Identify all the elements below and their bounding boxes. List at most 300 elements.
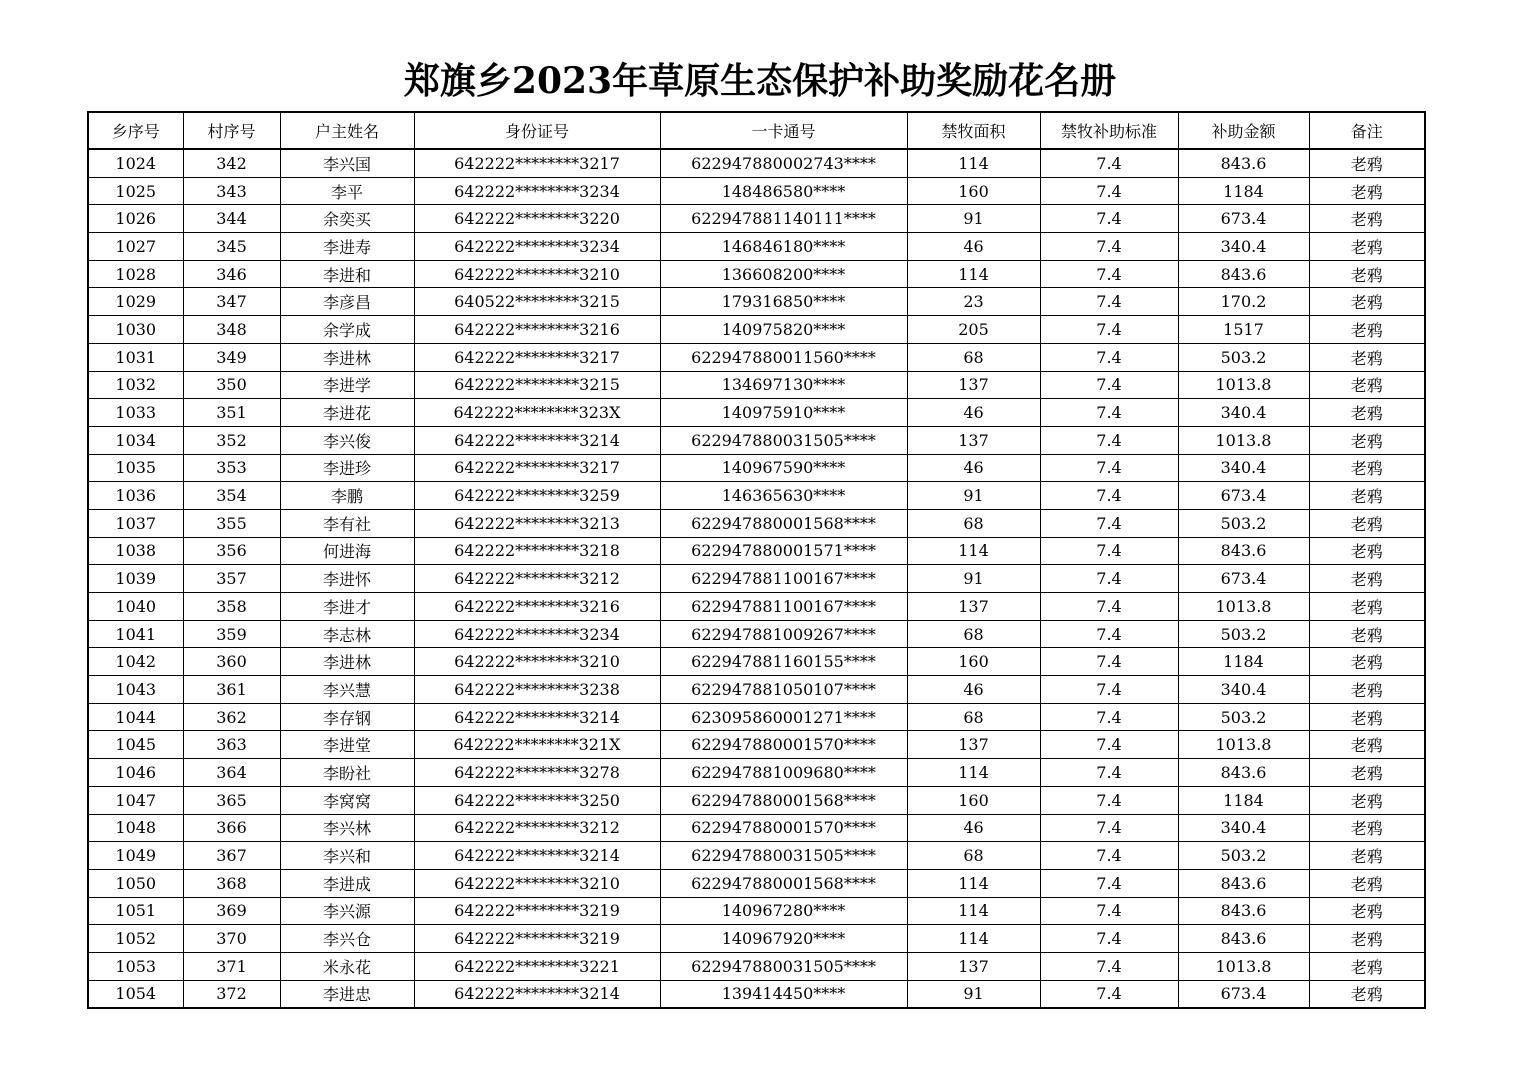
card-number-cell: 134697130**** — [660, 371, 907, 399]
householder-name-cell: 李鹏 — [280, 482, 414, 510]
township-seq-cell: 1031 — [88, 343, 183, 371]
grazing-ban-area-cell: 68 — [907, 842, 1040, 870]
subsidy-standard-cell: 7.4 — [1040, 149, 1178, 177]
village-seq-cell: 345 — [183, 233, 280, 261]
village-seq-cell: 349 — [183, 343, 280, 371]
subsidy-amount-cell: 503.2 — [1178, 842, 1309, 870]
householder-name-cell: 李盼社 — [280, 759, 414, 787]
subsidy-amount-cell: 503.2 — [1178, 509, 1309, 537]
grazing-ban-area-cell: 91 — [907, 205, 1040, 233]
subsidy-amount-cell: 1013.8 — [1178, 952, 1309, 980]
id-number-cell: 642222********3214 — [414, 703, 660, 731]
householder-name-cell: 李进学 — [280, 371, 414, 399]
township-seq-cell: 1038 — [88, 537, 183, 565]
grazing-ban-area-cell: 46 — [907, 676, 1040, 704]
subsidy-standard-cell: 7.4 — [1040, 952, 1178, 980]
township-seq-cell: 1053 — [88, 952, 183, 980]
table-row — [88, 731, 1425, 759]
card-number-cell: 622947880002743**** — [660, 149, 907, 177]
id-number-cell: 642222********3220 — [414, 205, 660, 233]
village-seq-cell: 363 — [183, 731, 280, 759]
remarks-cell: 老鸦 — [1309, 343, 1425, 371]
table-row — [88, 316, 1425, 344]
id-number-cell: 642222********3234 — [414, 177, 660, 205]
grazing-ban-area-cell: 68 — [907, 343, 1040, 371]
village-seq-cell: 348 — [183, 316, 280, 344]
township-seq-cell: 1046 — [88, 759, 183, 787]
table-row — [88, 648, 1425, 676]
subsidy-standard-cell: 7.4 — [1040, 454, 1178, 482]
grazing-ban-area-cell: 137 — [907, 731, 1040, 759]
document-title: 郑旗乡2023年草原生态保护补助奖励花名册 — [403, 60, 1117, 102]
id-number-cell: 642222********3214 — [414, 980, 660, 1008]
township-seq-cell: 1039 — [88, 565, 183, 593]
card-number-cell: 148486580**** — [660, 177, 907, 205]
subsidy-standard-cell: 7.4 — [1040, 482, 1178, 510]
township-seq-cell: 1050 — [88, 869, 183, 897]
id-number-cell: 642222********3218 — [414, 537, 660, 565]
header-village-seq: 村序号 — [183, 112, 280, 149]
subsidy-amount-cell: 503.2 — [1178, 620, 1309, 648]
id-number-cell: 642222********3213 — [414, 509, 660, 537]
card-number-cell: 622947880031505**** — [660, 426, 907, 454]
village-seq-cell: 365 — [183, 786, 280, 814]
subsidy-standard-cell: 7.4 — [1040, 703, 1178, 731]
remarks-cell: 老鸦 — [1309, 676, 1425, 704]
id-number-cell: 642222********3214 — [414, 426, 660, 454]
village-seq-cell: 362 — [183, 703, 280, 731]
card-number-cell: 140967920**** — [660, 925, 907, 953]
subsidy-amount-cell: 673.4 — [1178, 565, 1309, 593]
grazing-ban-area-cell: 160 — [907, 786, 1040, 814]
township-seq-cell: 1026 — [88, 205, 183, 233]
table-row — [88, 565, 1425, 593]
subsidy-standard-cell: 7.4 — [1040, 759, 1178, 787]
householder-name-cell: 余学成 — [280, 316, 414, 344]
householder-name-cell: 李进堂 — [280, 731, 414, 759]
table-row — [88, 399, 1425, 427]
remarks-cell: 老鸦 — [1309, 620, 1425, 648]
grazing-ban-area-cell: 114 — [907, 149, 1040, 177]
table-row — [88, 897, 1425, 925]
card-number-cell: 622947880001571**** — [660, 537, 907, 565]
remarks-cell: 老鸦 — [1309, 869, 1425, 897]
householder-name-cell: 李进珍 — [280, 454, 414, 482]
township-seq-cell: 1047 — [88, 786, 183, 814]
id-number-cell: 642222********3250 — [414, 786, 660, 814]
householder-name-cell: 李兴和 — [280, 842, 414, 870]
card-number-cell: 140975820**** — [660, 316, 907, 344]
subsidy-standard-cell: 7.4 — [1040, 288, 1178, 316]
subsidy-standard-cell: 7.4 — [1040, 842, 1178, 870]
subsidy-standard-cell: 7.4 — [1040, 648, 1178, 676]
table-row — [88, 426, 1425, 454]
id-number-cell: 642222********3217 — [414, 149, 660, 177]
card-number-cell: 146846180**** — [660, 233, 907, 261]
header-subsidy-amount: 补助金额 — [1178, 112, 1309, 149]
card-number-cell: 622947880001570**** — [660, 814, 907, 842]
header-subsidy-standard: 禁牧补助标准 — [1040, 112, 1178, 149]
table-row — [88, 925, 1425, 953]
subsidy-standard-cell: 7.4 — [1040, 593, 1178, 621]
subsidy-amount-cell: 170.2 — [1178, 288, 1309, 316]
roster-table — [87, 111, 1426, 1009]
subsidy-amount-cell: 1184 — [1178, 648, 1309, 676]
village-seq-cell: 343 — [183, 177, 280, 205]
grazing-ban-area-cell: 46 — [907, 814, 1040, 842]
subsidy-standard-cell: 7.4 — [1040, 177, 1178, 205]
village-seq-cell: 357 — [183, 565, 280, 593]
township-seq-cell: 1033 — [88, 399, 183, 427]
header-township-seq: 乡序号 — [88, 112, 183, 149]
subsidy-standard-cell: 7.4 — [1040, 676, 1178, 704]
village-seq-cell: 342 — [183, 149, 280, 177]
township-seq-cell: 1045 — [88, 731, 183, 759]
grazing-ban-area-cell: 114 — [907, 869, 1040, 897]
township-seq-cell: 1037 — [88, 509, 183, 537]
remarks-cell: 老鸦 — [1309, 980, 1425, 1008]
subsidy-amount-cell: 340.4 — [1178, 814, 1309, 842]
subsidy-standard-cell: 7.4 — [1040, 814, 1178, 842]
subsidy-standard-cell: 7.4 — [1040, 980, 1178, 1008]
subsidy-amount-cell: 503.2 — [1178, 703, 1309, 731]
table-row — [88, 842, 1425, 870]
remarks-cell: 老鸦 — [1309, 731, 1425, 759]
householder-name-cell: 李进忠 — [280, 980, 414, 1008]
remarks-cell: 老鸦 — [1309, 509, 1425, 537]
township-seq-cell: 1040 — [88, 593, 183, 621]
householder-name-cell: 李进怀 — [280, 565, 414, 593]
grazing-ban-area-cell: 137 — [907, 593, 1040, 621]
grazing-ban-area-cell: 114 — [907, 759, 1040, 787]
subsidy-standard-cell: 7.4 — [1040, 869, 1178, 897]
township-seq-cell: 1027 — [88, 233, 183, 261]
remarks-cell: 老鸦 — [1309, 759, 1425, 787]
table-row — [88, 759, 1425, 787]
householder-name-cell: 李进和 — [280, 260, 414, 288]
card-number-cell: 622947881160155**** — [660, 648, 907, 676]
grazing-ban-area-cell: 91 — [907, 482, 1040, 510]
card-number-cell: 622947880001568**** — [660, 869, 907, 897]
village-seq-cell: 356 — [183, 537, 280, 565]
subsidy-standard-cell: 7.4 — [1040, 537, 1178, 565]
township-seq-cell: 1052 — [88, 925, 183, 953]
householder-name-cell: 李志林 — [280, 620, 414, 648]
township-seq-cell: 1054 — [88, 980, 183, 1008]
remarks-cell: 老鸦 — [1309, 925, 1425, 953]
remarks-cell: 老鸦 — [1309, 371, 1425, 399]
township-seq-cell: 1043 — [88, 676, 183, 704]
grazing-ban-area-cell: 205 — [907, 316, 1040, 344]
table-row — [88, 537, 1425, 565]
card-number-cell: 146365630**** — [660, 482, 907, 510]
subsidy-standard-cell: 7.4 — [1040, 509, 1178, 537]
subsidy-standard-cell: 7.4 — [1040, 897, 1178, 925]
card-number-cell: 622947881100167**** — [660, 593, 907, 621]
subsidy-standard-cell: 7.4 — [1040, 316, 1178, 344]
header-grazing-ban-area: 禁牧面积 — [907, 112, 1040, 149]
table-row — [88, 371, 1425, 399]
id-number-cell: 642222********3221 — [414, 952, 660, 980]
township-seq-cell: 1024 — [88, 149, 183, 177]
id-number-cell: 642222********3210 — [414, 260, 660, 288]
householder-name-cell: 李彦昌 — [280, 288, 414, 316]
village-seq-cell: 360 — [183, 648, 280, 676]
township-seq-cell: 1025 — [88, 177, 183, 205]
table-row — [88, 343, 1425, 371]
remarks-cell: 老鸦 — [1309, 565, 1425, 593]
grazing-ban-area-cell: 137 — [907, 371, 1040, 399]
householder-name-cell: 李兴俊 — [280, 426, 414, 454]
village-seq-cell: 354 — [183, 482, 280, 510]
township-seq-cell: 1028 — [88, 260, 183, 288]
id-number-cell: 642222********3278 — [414, 759, 660, 787]
subsidy-amount-cell: 340.4 — [1178, 233, 1309, 261]
card-number-cell: 622947881100167**** — [660, 565, 907, 593]
table-row — [88, 205, 1425, 233]
subsidy-amount-cell: 340.4 — [1178, 676, 1309, 704]
subsidy-amount-cell: 1013.8 — [1178, 426, 1309, 454]
id-number-cell: 642222********3219 — [414, 897, 660, 925]
card-number-cell: 622947881050107**** — [660, 676, 907, 704]
township-seq-cell: 1044 — [88, 703, 183, 731]
householder-name-cell: 李进成 — [280, 869, 414, 897]
township-seq-cell: 1049 — [88, 842, 183, 870]
remarks-cell: 老鸦 — [1309, 288, 1425, 316]
grazing-ban-area-cell: 68 — [907, 620, 1040, 648]
subsidy-amount-cell: 1013.8 — [1178, 593, 1309, 621]
table-row — [88, 814, 1425, 842]
card-number-cell: 622947880001568**** — [660, 509, 907, 537]
township-seq-cell: 1048 — [88, 814, 183, 842]
subsidy-standard-cell: 7.4 — [1040, 205, 1178, 233]
table-row — [88, 952, 1425, 980]
village-seq-cell: 350 — [183, 371, 280, 399]
grazing-ban-area-cell: 46 — [907, 233, 1040, 261]
householder-name-cell: 李有社 — [280, 509, 414, 537]
grazing-ban-area-cell: 114 — [907, 260, 1040, 288]
card-number-cell: 622947880011560**** — [660, 343, 907, 371]
remarks-cell: 老鸦 — [1309, 260, 1425, 288]
id-number-cell: 642222********3216 — [414, 316, 660, 344]
grazing-ban-area-cell: 46 — [907, 454, 1040, 482]
table-row — [88, 288, 1425, 316]
id-number-cell: 642222********3215 — [414, 371, 660, 399]
header-card-number: 一卡通号 — [660, 112, 907, 149]
header-householder-name: 户主姓名 — [280, 112, 414, 149]
table-header — [88, 112, 1425, 149]
card-number-cell: 622947880001568**** — [660, 786, 907, 814]
village-seq-cell: 347 — [183, 288, 280, 316]
card-number-cell: 140967590**** — [660, 454, 907, 482]
village-seq-cell: 352 — [183, 426, 280, 454]
subsidy-amount-cell: 843.6 — [1178, 759, 1309, 787]
card-number-cell: 179316850**** — [660, 288, 907, 316]
id-number-cell: 642222********3234 — [414, 233, 660, 261]
card-number-cell: 140967280**** — [660, 897, 907, 925]
subsidy-standard-cell: 7.4 — [1040, 620, 1178, 648]
card-number-cell: 139414450**** — [660, 980, 907, 1008]
remarks-cell: 老鸦 — [1309, 149, 1425, 177]
subsidy-amount-cell: 843.6 — [1178, 925, 1309, 953]
remarks-cell: 老鸦 — [1309, 814, 1425, 842]
remarks-cell: 老鸦 — [1309, 703, 1425, 731]
id-number-cell: 642222********3210 — [414, 648, 660, 676]
id-number-cell: 640522********3215 — [414, 288, 660, 316]
table-row — [88, 620, 1425, 648]
grazing-ban-area-cell: 137 — [907, 952, 1040, 980]
village-seq-cell: 344 — [183, 205, 280, 233]
card-number-cell: 622947881009267**** — [660, 620, 907, 648]
card-number-cell: 622947880001570**** — [660, 731, 907, 759]
householder-name-cell: 李进寿 — [280, 233, 414, 261]
id-number-cell: 642222********3234 — [414, 620, 660, 648]
subsidy-standard-cell: 7.4 — [1040, 565, 1178, 593]
grazing-ban-area-cell: 114 — [907, 897, 1040, 925]
table-row — [88, 260, 1425, 288]
village-seq-cell: 364 — [183, 759, 280, 787]
id-number-cell: 642222********3212 — [414, 814, 660, 842]
householder-name-cell: 米永花 — [280, 952, 414, 980]
subsidy-amount-cell: 673.4 — [1178, 980, 1309, 1008]
table-row — [88, 482, 1425, 510]
householder-name-cell: 李兴慧 — [280, 676, 414, 704]
subsidy-amount-cell: 843.6 — [1178, 260, 1309, 288]
table-body — [88, 149, 1425, 1008]
village-seq-cell: 359 — [183, 620, 280, 648]
id-number-cell: 642222********3217 — [414, 454, 660, 482]
id-number-cell: 642222********3219 — [414, 925, 660, 953]
grazing-ban-area-cell: 46 — [907, 399, 1040, 427]
subsidy-amount-cell: 1184 — [1178, 786, 1309, 814]
township-seq-cell: 1041 — [88, 620, 183, 648]
subsidy-amount-cell: 340.4 — [1178, 454, 1309, 482]
householder-name-cell: 李平 — [280, 177, 414, 205]
subsidy-amount-cell: 1517 — [1178, 316, 1309, 344]
township-seq-cell: 1036 — [88, 482, 183, 510]
village-seq-cell: 346 — [183, 260, 280, 288]
card-number-cell: 136608200**** — [660, 260, 907, 288]
township-seq-cell: 1032 — [88, 371, 183, 399]
householder-name-cell: 李进林 — [280, 343, 414, 371]
township-seq-cell: 1030 — [88, 316, 183, 344]
table-row — [88, 233, 1425, 261]
id-number-cell: 642222********3238 — [414, 676, 660, 704]
remarks-cell: 老鸦 — [1309, 786, 1425, 814]
header-row — [88, 112, 1425, 149]
card-number-cell: 140975910**** — [660, 399, 907, 427]
card-number-cell: 622947880031505**** — [660, 952, 907, 980]
header-id-number: 身份证号 — [414, 112, 660, 149]
householder-name-cell: 余奕买 — [280, 205, 414, 233]
subsidy-standard-cell: 7.4 — [1040, 399, 1178, 427]
subsidy-standard-cell: 7.4 — [1040, 925, 1178, 953]
township-seq-cell: 1034 — [88, 426, 183, 454]
subsidy-standard-cell: 7.4 — [1040, 233, 1178, 261]
householder-name-cell: 李进才 — [280, 593, 414, 621]
householder-name-cell: 李存钢 — [280, 703, 414, 731]
subsidy-amount-cell: 843.6 — [1178, 897, 1309, 925]
subsidy-amount-cell: 673.4 — [1178, 482, 1309, 510]
householder-name-cell: 李兴仓 — [280, 925, 414, 953]
householder-name-cell: 李进花 — [280, 399, 414, 427]
grazing-ban-area-cell: 68 — [907, 509, 1040, 537]
remarks-cell: 老鸦 — [1309, 233, 1425, 261]
subsidy-standard-cell: 7.4 — [1040, 260, 1178, 288]
id-number-cell: 642222********323X — [414, 399, 660, 427]
householder-name-cell: 李窝窝 — [280, 786, 414, 814]
subsidy-amount-cell: 503.2 — [1178, 343, 1309, 371]
table-row — [88, 509, 1425, 537]
township-seq-cell: 1042 — [88, 648, 183, 676]
card-number-cell: 623095860001271**** — [660, 703, 907, 731]
village-seq-cell: 355 — [183, 509, 280, 537]
table-row — [88, 177, 1425, 205]
table-row — [88, 786, 1425, 814]
village-seq-cell: 366 — [183, 814, 280, 842]
id-number-cell: 642222********3217 — [414, 343, 660, 371]
remarks-cell: 老鸦 — [1309, 537, 1425, 565]
grazing-ban-area-cell: 23 — [907, 288, 1040, 316]
card-number-cell: 622947881140111**** — [660, 205, 907, 233]
remarks-cell: 老鸦 — [1309, 952, 1425, 980]
subsidy-standard-cell: 7.4 — [1040, 786, 1178, 814]
village-seq-cell: 353 — [183, 454, 280, 482]
remarks-cell: 老鸦 — [1309, 399, 1425, 427]
table-row — [88, 454, 1425, 482]
subsidy-amount-cell: 1013.8 — [1178, 731, 1309, 759]
householder-name-cell: 何进海 — [280, 537, 414, 565]
remarks-cell: 老鸦 — [1309, 897, 1425, 925]
grazing-ban-area-cell: 114 — [907, 537, 1040, 565]
householder-name-cell: 李兴国 — [280, 149, 414, 177]
subsidy-amount-cell: 1013.8 — [1178, 371, 1309, 399]
subsidy-amount-cell: 843.6 — [1178, 149, 1309, 177]
township-seq-cell: 1051 — [88, 897, 183, 925]
village-seq-cell: 369 — [183, 897, 280, 925]
remarks-cell: 老鸦 — [1309, 205, 1425, 233]
card-number-cell: 622947881009680**** — [660, 759, 907, 787]
remarks-cell: 老鸦 — [1309, 316, 1425, 344]
table-row — [88, 980, 1425, 1008]
grazing-ban-area-cell: 160 — [907, 177, 1040, 205]
grazing-ban-area-cell: 137 — [907, 426, 1040, 454]
village-seq-cell: 372 — [183, 980, 280, 1008]
village-seq-cell: 367 — [183, 842, 280, 870]
id-number-cell: 642222********3259 — [414, 482, 660, 510]
subsidy-standard-cell: 7.4 — [1040, 426, 1178, 454]
householder-name-cell: 李进林 — [280, 648, 414, 676]
table-row — [88, 676, 1425, 704]
village-seq-cell: 351 — [183, 399, 280, 427]
subsidy-amount-cell: 1184 — [1178, 177, 1309, 205]
remarks-cell: 老鸦 — [1309, 593, 1425, 621]
subsidy-amount-cell: 673.4 — [1178, 205, 1309, 233]
village-seq-cell: 371 — [183, 952, 280, 980]
id-number-cell: 642222********3214 — [414, 842, 660, 870]
id-number-cell: 642222********321X — [414, 731, 660, 759]
grazing-ban-area-cell: 160 — [907, 648, 1040, 676]
table-row — [88, 869, 1425, 897]
remarks-cell: 老鸦 — [1309, 648, 1425, 676]
header-remarks: 备注 — [1309, 112, 1425, 149]
village-seq-cell: 361 — [183, 676, 280, 704]
remarks-cell: 老鸦 — [1309, 454, 1425, 482]
householder-name-cell: 李兴林 — [280, 814, 414, 842]
subsidy-standard-cell: 7.4 — [1040, 343, 1178, 371]
subsidy-standard-cell: 7.4 — [1040, 731, 1178, 759]
id-number-cell: 642222********3216 — [414, 593, 660, 621]
